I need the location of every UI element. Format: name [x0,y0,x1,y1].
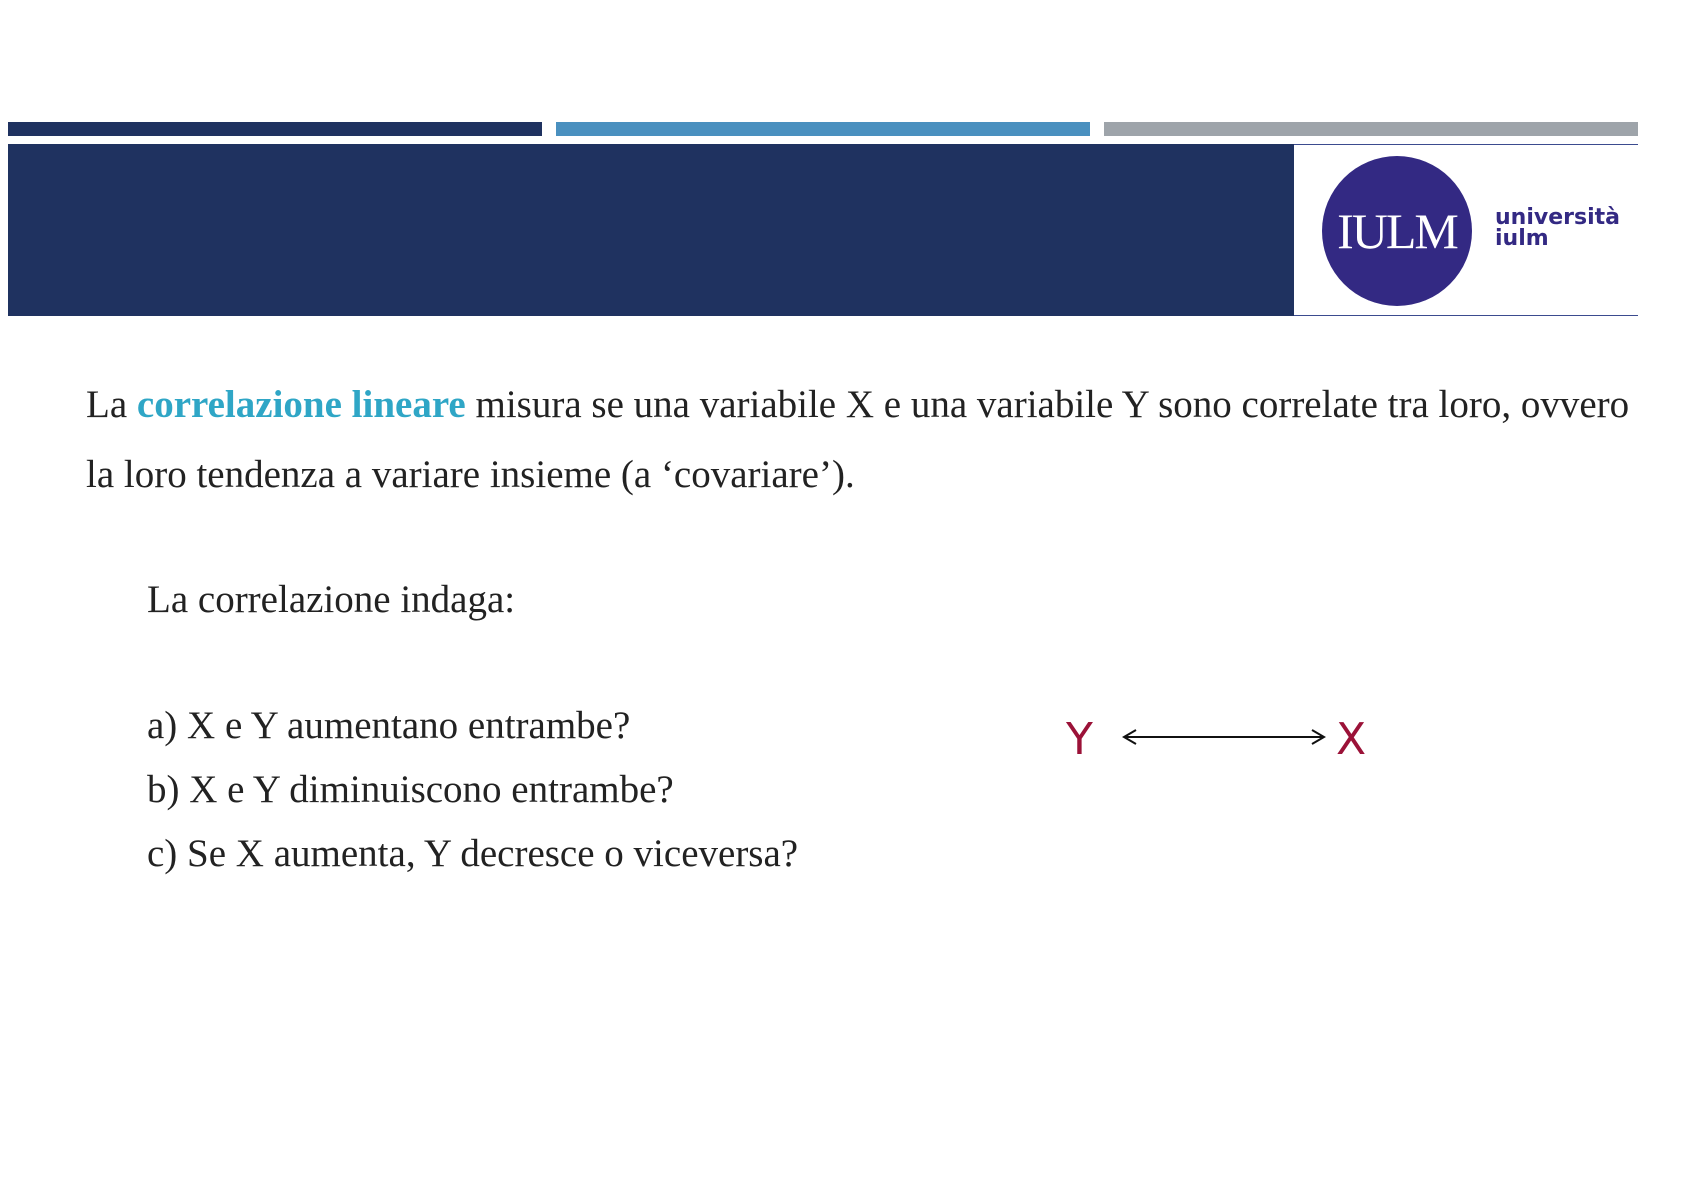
intro-highlight-term: correlazione lineare [136,383,466,426]
header-band [8,144,1294,316]
variable-x-label: X [1336,714,1367,765]
list-item: b) X e Y diminuiscono entrambe? [147,768,674,811]
top-stripe-teal [556,122,1090,136]
intro-paragraph [86,370,1646,510]
variable-y-label: Y [1066,714,1093,765]
top-stripe-navy [8,122,542,136]
section-subheading: La correlazione indaga: [147,578,516,621]
logo-circle [1322,156,1472,306]
intro-prefix: La [86,383,137,426]
list-item: c) Se X aumenta, Y decresce o viceversa? [147,832,799,875]
double-headed-arrow-icon [1120,726,1328,748]
logo-circle-text: IULM [1337,203,1457,259]
top-stripe-gray [1104,122,1638,136]
list-item: a) X e Y aumentano entrambe? [147,704,631,747]
question-list [147,694,798,886]
logo-line-1: università [1495,205,1620,230]
university-logo [1294,144,1638,316]
logo-line-2: iulm [1495,226,1549,251]
logo-wordmark [1495,207,1620,249]
intro-rest: misura se una variabile X e una variabile Y sono correlate tra loro, ovvero la loro tendenza a variare insieme (a ‘covariare’). [86,383,1630,496]
